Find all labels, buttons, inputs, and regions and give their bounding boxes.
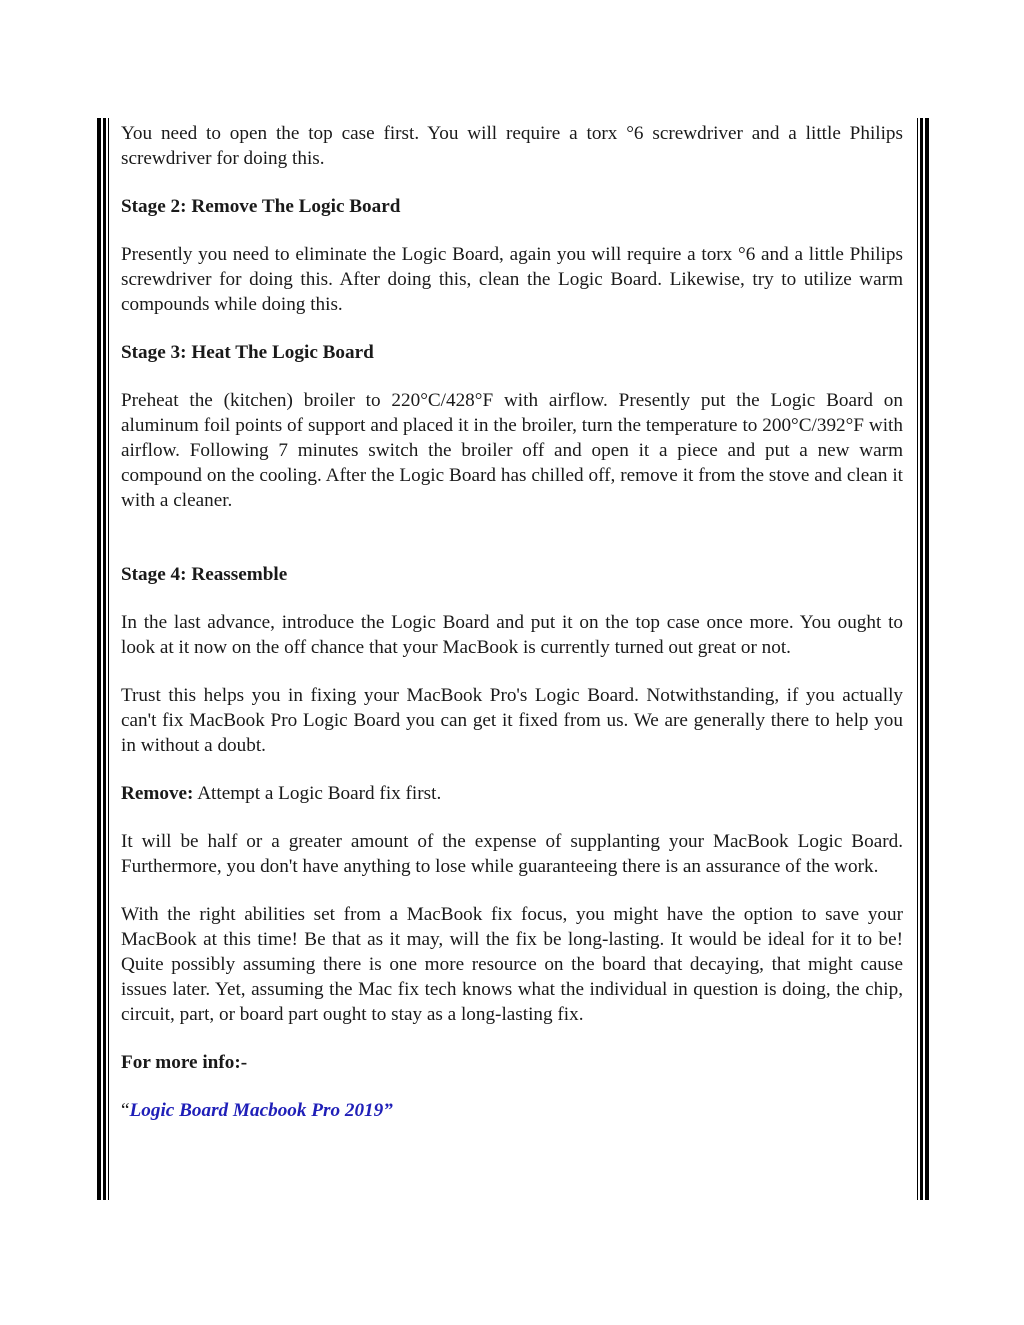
- logic-board-link[interactable]: Logic Board Macbook Pro 2019”: [129, 1100, 393, 1121]
- left-border-rule: [97, 118, 111, 1200]
- more-info-link-line: [121, 1098, 903, 1123]
- remove-label: Remove:: [121, 783, 194, 804]
- stage-3-paragraph: Preheat the (kitchen) broiler to 220°C/428°F with airflow. Presently put the Logic Board on aluminum foil points of support and placed it in the broiler, turn the temperature to 200°C/392°F with airflow. Following 7 minutes switch the broiler off and open it a piece and put a new warm compound on the cooling. After the Logic Board has chilled off, remove it from the stove and clean it with a cleaner.: [121, 390, 903, 511]
- more-info-heading: For more info:-: [121, 1052, 248, 1073]
- intro-paragraph: You need to open the top case first. You will require a torx °6 screwdriver and a little Philips screwdriver for doing this.: [121, 123, 903, 169]
- stage-4-heading: Stage 4: Reassemble: [121, 564, 288, 585]
- cost-paragraph: It will be half or a greater amount of the expense of supplanting your MacBook Logic Board. Furthermore, you don't have anything to lose while guaranteeing there is an assurance of the work.: [121, 831, 903, 877]
- link-open-quote: “: [121, 1100, 130, 1121]
- stage-2-heading: Stage 2: Remove The Logic Board: [121, 196, 401, 217]
- abilities-paragraph: With the right abilities set from a MacBook fix focus, you might have the option to save your MacBook at this time! Be that as it may, will the fix be long-lasting. It would be ideal for it to be! Quite possibly assuming there is one more resource on the board that decaying, that might cause issues later. Yet, assuming the Mac fix tech knows what the individual in question is doing, the chip, circuit, part, or board part ought to stay as a long-lasting fix.: [121, 904, 903, 1025]
- closing-paragraph: Trust this helps you in fixing your MacBook Pro's Logic Board. Notwithstanding, if you actually can't fix MacBook Pro Logic Board you can get it fixed from us. We are generally there to help you in without a doubt.: [121, 685, 903, 756]
- remove-note: [121, 781, 903, 806]
- right-border-rule: [915, 118, 929, 1200]
- stage-4-paragraph: In the last advance, introduce the Logic Board and put it on the top case once more. You ought to look at it now on the off chance that your MacBook is currently turned out great or not.: [121, 612, 903, 658]
- remove-text: Attempt a Logic Board fix first.: [193, 783, 442, 804]
- document-body: [121, 121, 903, 1146]
- stage-2-paragraph: Presently you need to eliminate the Logic Board, again you will require a torx °6 and a little Philips screwdriver for doing this. After doing this, clean the Logic Board. Likewise, try to utilize warm compounds while doing this.: [121, 244, 903, 315]
- stage-3-heading: Stage 3: Heat The Logic Board: [121, 342, 374, 363]
